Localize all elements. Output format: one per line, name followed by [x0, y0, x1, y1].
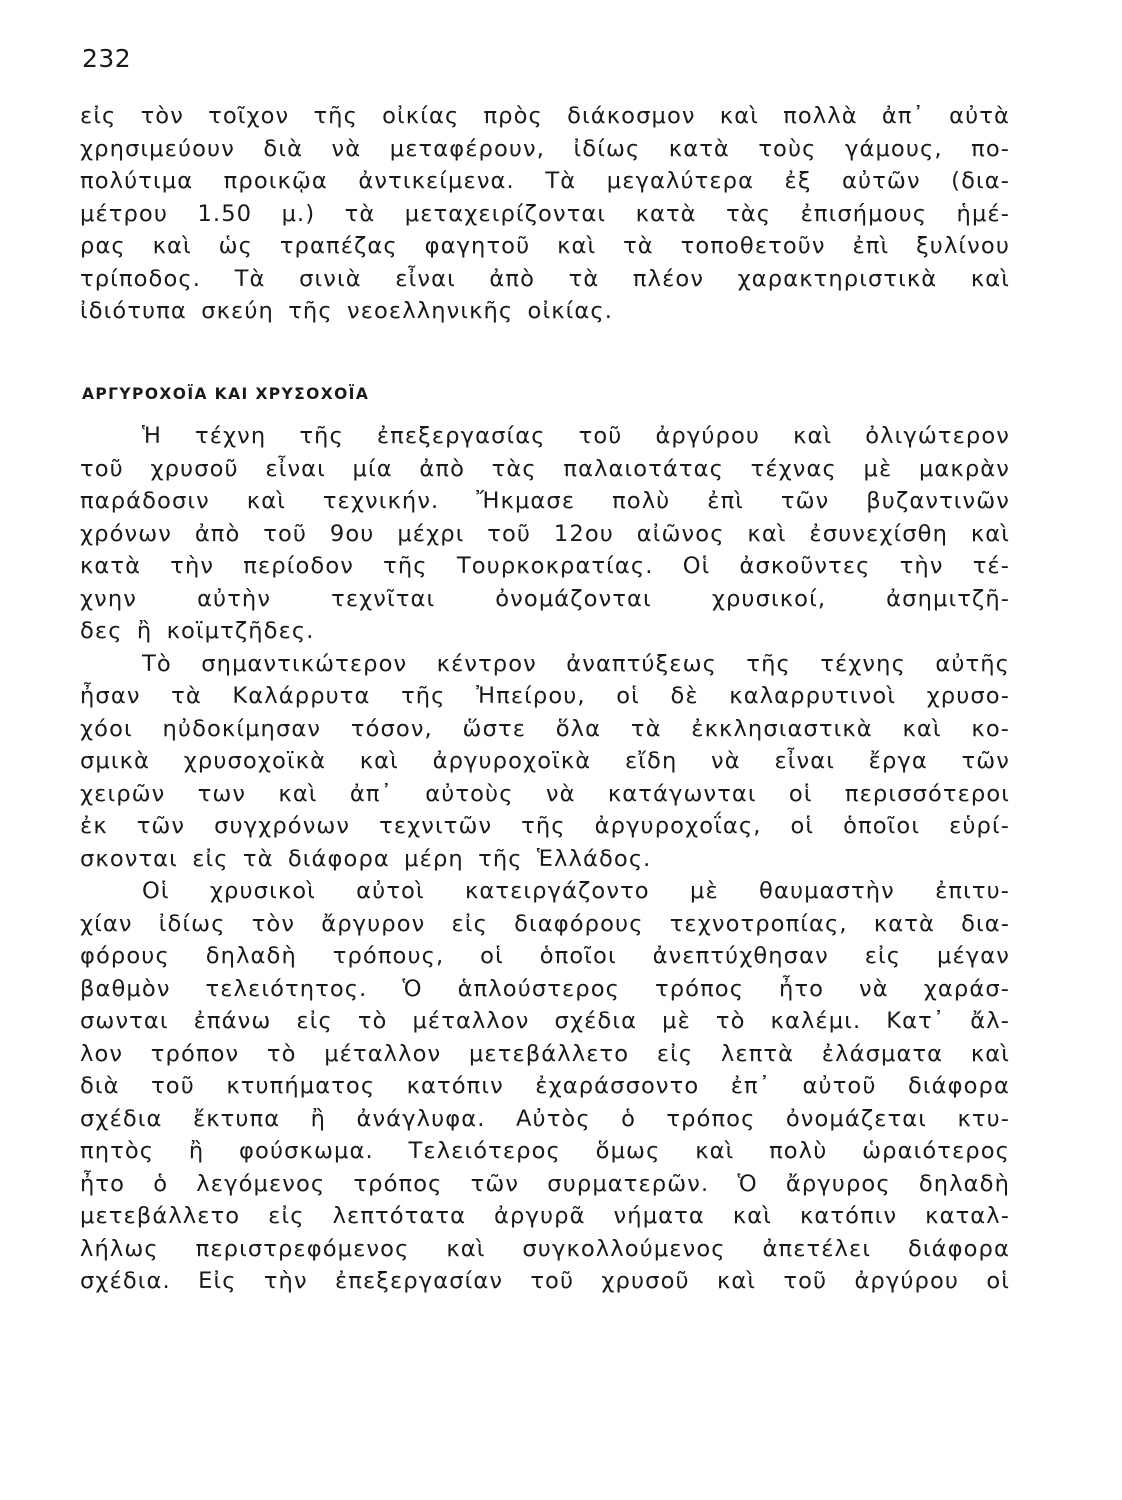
text-line: ἦσαν τὰ Καλάρρυτα τῆς Ἠπείρου, οἱ δὲ καλαρρυτινοὶ χρυσο-	[80, 683, 1010, 709]
text-line: χίαν ἰδίως τὸν ἄργυρον εἰς διαφόρους τεχνοτροπίας, κατὰ δια-	[80, 910, 1010, 937]
section-body	[80, 420, 1010, 1298]
text-line: ἦτο ὁ λεγόμενος τρόπος τῶν συρματερῶν. Ὁ ἄργυρος δηλαδὴ	[80, 1170, 1010, 1197]
paragraph-techniques	[80, 875, 1010, 1298]
text-line: πολύτιμα προικῷα ἀντικείμενα. Τὰ μεγαλύτερα ἐξ αὐτῶν (δια-	[80, 168, 1010, 194]
text-line: Οἱ χρυσικοὶ αὐτοὶ κατειργάζοντο μὲ θαυμαστὴν ἐπιτυ-	[142, 878, 1010, 904]
text-line: τοῦ χρυσοῦ εἶναι μία ἀπὸ τὰς παλαιοτάτας τέχνας μὲ μακρὰν	[80, 455, 1010, 482]
text-line: μετεβάλλετο εἰς λεπτότατα ἀργυρᾶ νήματα καὶ κατόπιν καταλ-	[80, 1203, 1010, 1229]
text-line: τρίποδος. Τὰ σινιὰ εἶναι ἀπὸ τὰ πλέον χαρακτηριστικὰ καὶ	[80, 265, 1010, 292]
text-line: κατὰ τὴν περίοδον τῆς Τουρκοκρατίας. Οἱ ἀσκοῦντες τὴν τέ-	[80, 553, 1010, 579]
text-line: ἰδιότυπα σκεύη τῆς νεοελληνικῆς οἰκίας.	[80, 298, 614, 324]
text-line: χνην αὐτὴν τεχνῖται ὀνομάζονται χρυσικοί, ἀσημιτζῆ-	[80, 585, 1010, 612]
text-line: σχέδια. Εἰς τὴν ἐπεξεργασίαν τοῦ χρυσοῦ καὶ τοῦ ἀργύρου οἱ	[80, 1268, 1010, 1294]
text-line: πητὸς ἢ φούσκωμα. Τελειότερος ὅμως καὶ πολὺ ὡραιότερος	[80, 1138, 1010, 1164]
text-line: μέτρου 1.50 μ.) τὰ μεταχειρίζονται κατὰ τὰς ἐπισήμους ἡμέ-	[80, 200, 1010, 227]
text-line: ρας καὶ ὡς τραπέζας φαγητοῦ καὶ τὰ τοποθετοῦν ἐπὶ ξυλίνου	[80, 233, 1010, 259]
text-line: Τὸ σημαντικώτερον κέντρον ἀναπτύξεως τῆς τέχνης αὐτῆς	[142, 650, 1010, 677]
text-line: παράδοσιν καὶ τεχνικήν. Ἤκμασε πολὺ ἐπὶ τῶν βυζαντινῶν	[80, 488, 1010, 514]
paragraph-art-history	[80, 420, 1010, 648]
text-line: σκονται εἰς τὰ διάφορα μέρη τῆς Ἑλλάδος.	[80, 845, 652, 872]
text-line: λον τρόπον τὸ μέταλλον μετεβάλλετο εἰς λεπτὰ ἐλάσματα καὶ	[80, 1040, 1010, 1067]
text-line: σωνται ἐπάνω εἰς τὸ μέταλλον σχέδια μὲ τὸ καλέμι. Κατ᾿ ἄλ-	[80, 1008, 1010, 1034]
text-line: χρησιμεύουν διὰ νὰ μεταφέρουν, ἰδίως κατὰ τοὺς γάμους, πο-	[80, 135, 1010, 162]
page-number: 232	[82, 44, 132, 73]
text-line: χόοι ηὐδοκίμησαν τόσον, ὥστε ὅλα τὰ ἐκκλησιαστικὰ καὶ κο-	[80, 715, 1010, 742]
paragraph-kalarryta	[80, 648, 1010, 876]
text-line: φόρους δηλαδὴ τρόπους, οἱ ὁποῖοι ἀνεπτύχθησαν εἰς μέγαν	[80, 943, 1010, 969]
section-heading: ΑΡΓΥΡΟΧΟΪΑ ΚΑΙ ΧΡΥΣΟΧΟΪΑ	[82, 385, 370, 403]
paragraph-sinia	[80, 100, 1010, 328]
text-line: δες ἢ κοϊμτζῆδες.	[80, 618, 315, 644]
text-line: λήλως περιστρεφόμενος καὶ συγκολλούμενος ἀπετέλει διάφορα	[80, 1235, 1010, 1262]
text-line: σχέδια ἔκτυπα ἢ ἀνάγλυφα. Αὐτὸς ὁ τρόπος ὀνομάζεται κτυ-	[80, 1105, 1010, 1132]
text-line: διὰ τοῦ κτυπήματος κατόπιν ἐχαράσσοντο ἐπ᾿ αὐτοῦ διάφορα	[80, 1073, 1010, 1099]
text-line: εἰς τὸν τοῖχον τῆς οἰκίας πρὸς διάκοσμον καὶ πολλὰ ἀπ᾿ αὐτὰ	[80, 103, 1010, 129]
text-line: χειρῶν των καὶ ἀπ᾿ αὐτοὺς νὰ κατάγωνται οἱ περισσότεροι	[80, 780, 1010, 807]
text-line: Ἡ τέχνη τῆς ἐπεξεργασίας τοῦ ἀργύρου καὶ ὀλιγώτερον	[142, 423, 1010, 449]
text-line: χρόνων ἀπὸ τοῦ 9ου μέχρι τοῦ 12ου αἰῶνος καὶ ἐσυνεχίσθη καὶ	[80, 520, 1010, 547]
text-line: βαθμὸν τελειότητος. Ὁ ἁπλούστερος τρόπος ἦτο νὰ χαράσ-	[80, 975, 1010, 1002]
text-line: σμικὰ χρυσοχοϊκὰ καὶ ἀργυροχοϊκὰ εἴδη νὰ εἶναι ἔργα τῶν	[80, 748, 1010, 774]
text-line: ἐκ τῶν συγχρόνων τεχνιτῶν τῆς ἀργυροχοΐας, οἱ ὁποῖοι εὑρί-	[80, 813, 1010, 839]
